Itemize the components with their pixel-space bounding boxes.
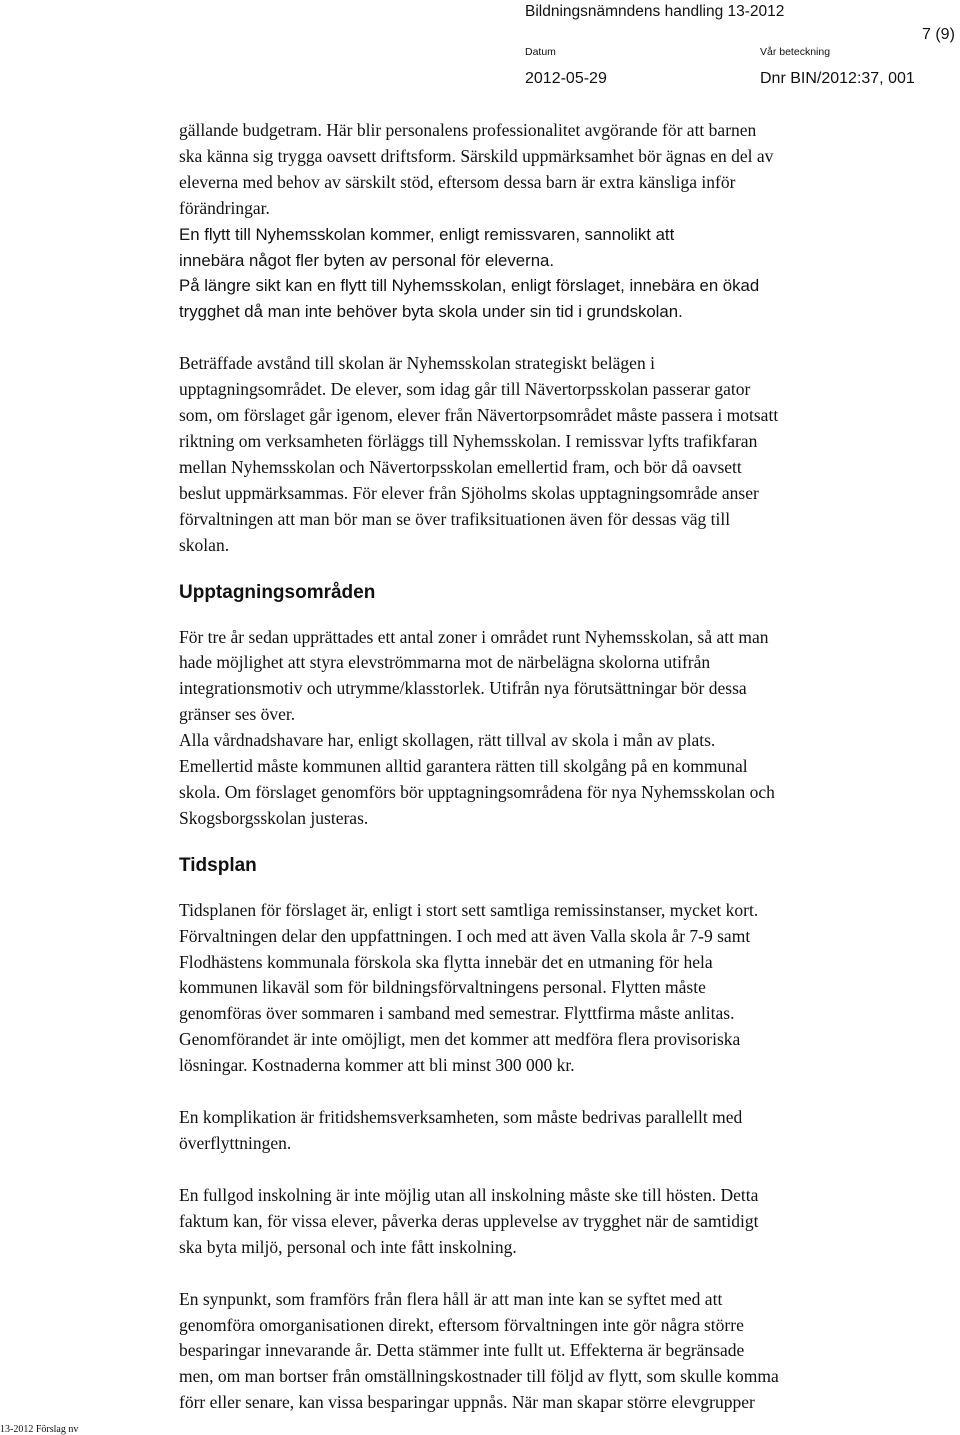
paragraph-long-term <box>179 273 949 325</box>
text-line: upptagningsområdet. De elever, som idag går till Nävertorpsskolan passerar gator <box>179 379 751 400</box>
text-line: En komplikation är fritidshemsverksamheten, som måste bedrivas parallellt med <box>179 1107 743 1128</box>
text-line: ska byta miljö, personal och inte fått inskolning. <box>179 1236 517 1257</box>
text-line: Flodhästens kommunala förskola ska flytta innebär det en utmaning för hela <box>179 951 713 972</box>
text-line: skolan. <box>179 534 230 555</box>
text-line: gällande budgetram. Här blir personalens professionalitet avgörande för att barnen <box>179 120 757 140</box>
text-line: riktning om verksamheten förläggs till Nyhemsskolan. I remissvar lyfts trafikfaran <box>179 430 758 451</box>
text-line: förvaltningen att man bör man se över trafiksituationen även för dessas väg till <box>179 508 731 529</box>
text-line: trygghet då man inte behöver byta skola under sin tid i grundskolan. <box>179 302 683 322</box>
text-line: Förvaltningen delar den uppfattningen. I och med att även Valla skola år 7-9 samt <box>179 925 751 946</box>
paragraph-timeline <box>179 898 949 1079</box>
reference-label: Vår beteckning <box>760 46 831 58</box>
text-line: En fullgod inskolning är inte möjlig utan all inskolning måste ske till hösten. Detta <box>179 1184 759 1205</box>
text-line: Genomförandet är inte omöjligt, men det kommer att medföra flera provisoriska <box>179 1029 741 1050</box>
text-line: eleverna med behov av särskilt stöd, eftersom dessa barn är extra känsliga inför <box>179 171 736 192</box>
text-line: Skogsborgsskolan justeras. <box>179 807 369 828</box>
paragraph-savings <box>179 1287 949 1417</box>
paragraph-after-school <box>179 1105 949 1157</box>
text-line: På längre sikt kan en flytt till Nyhemsskolan, enligt förslaget, innebära en ökad <box>179 276 760 296</box>
text-line: kommunen likaväl som för bildningsförvaltningens personal. Flytten måste <box>179 977 706 998</box>
text-line: genomföras över sommaren i samband med semestrar. Flyttfirma måste anlitas. <box>179 1003 735 1024</box>
text-line: En flytt till Nyhemsskolan kommer, enligt remissvaren, sannolikt att <box>179 224 675 244</box>
text-line: Beträffade avstånd till skolan är Nyhemsskolan strategiskt belägen i <box>179 353 655 374</box>
paragraph-zones <box>179 625 949 832</box>
text-line: men, om man bortser från omställningskostnader till följd av flytt, som skulle komma <box>179 1366 779 1387</box>
text-line: förr eller senare, kan vissa besparingar uppnås. När man skapar större elevgrupper <box>179 1392 755 1413</box>
paragraph-personal-change <box>179 222 949 274</box>
text-line: genomföra omorganisationen direkt, eftersom förvaltningen inte gör några större <box>179 1314 744 1335</box>
text-line: En synpunkt, som framförs från flera håll är att man inte kan se syftet med att <box>179 1288 723 1309</box>
text-line: integrationsmotiv och utrymme/klasstorlek. Utifrån nya förutsättningar bör dessa <box>179 678 747 699</box>
text-line: Emellertid måste kommunen alltid garantera rätten till skolgång på en kommunal <box>179 756 748 777</box>
text-line: mellan Nyhemsskolan och Nävertorpsskolan emellertid fram, och bör då oavsett <box>179 456 742 477</box>
text-line: innebära något fler byten av personal för eleverna. <box>179 250 555 270</box>
text-line: lösningar. Kostnaderna kommer att bli minst 300 000 kr. <box>179 1055 575 1076</box>
text-line: gränser ses över. <box>179 704 296 725</box>
text-line: hade möjlighet att styra elevströmmarna mot de närbelägna skolorna utifrån <box>179 652 711 673</box>
text-line: överflyttningen. <box>179 1133 292 1153</box>
heading-upptagningsomraden: Upptagningsområden <box>179 581 376 603</box>
page-number: 7 (9) <box>922 26 955 43</box>
paragraph-introduction <box>179 1183 949 1261</box>
document-title: Bildningsnämndens handling 13-2012 <box>525 3 785 20</box>
paragraph-budget <box>179 118 949 222</box>
paragraph-distance <box>179 351 949 558</box>
text-line: skola. Om förslaget genomförs bör upptagningsområdena för nya Nyhemsskolan och <box>179 781 775 802</box>
text-line: som, om förslaget går igenom, elever från Nävertorpsområdet måste passera i motsatt <box>179 405 779 426</box>
document-body <box>179 118 949 1416</box>
text-line: faktum kan, för vissa elever, påverka deras upplevelse av trygghet när de samtidigt <box>179 1210 759 1231</box>
text-line: beslut uppmärksammas. För elever från Sjöholms skolas upptagningsområde anser <box>179 482 759 503</box>
text-line: För tre år sedan upprättades ett antal zoner i området runt Nyhemsskolan, så att man <box>179 626 769 647</box>
date-label: Datum <box>525 46 556 58</box>
text-line: Alla vårdnadshavare har, enligt skollagen, rätt tillval av skola i mån av plats. <box>179 730 716 751</box>
text-line: ska känna sig trygga oavsett driftsform. Särskild uppmärksamhet bör ägnas en del av <box>179 145 774 166</box>
heading-tidsplan: Tidsplan <box>179 854 257 876</box>
reference-value: Dnr BIN/2012:37, 001 <box>760 70 915 87</box>
text-line: förändringar. <box>179 197 270 218</box>
text-line: Tidsplanen för förslaget är, enligt i stort sett samtliga remissinstanser, mycket kort. <box>179 899 759 920</box>
text-line: besparingar innevarande år. Detta stämmer inte fullt ut. Effekterna är begränsade <box>179 1340 745 1361</box>
date-value: 2012-05-29 <box>525 70 607 87</box>
footer-reference: 13-2012 Förslag nv <box>0 1424 79 1435</box>
